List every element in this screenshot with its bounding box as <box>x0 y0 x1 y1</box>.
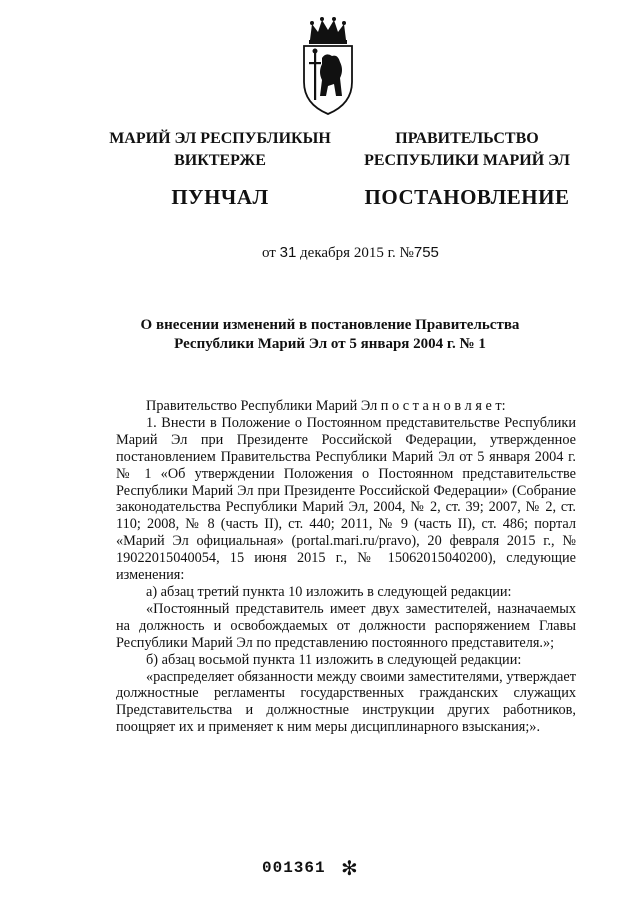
body-paragraph: б) абзац восьмой пункта 11 изложить в следующей редакции: <box>146 651 522 668</box>
body-paragraph: Правительство Республики Марий Эл п о с т а н о в л я е т: <box>146 398 506 414</box>
header-left <box>95 128 345 208</box>
serial-number: 001361 <box>262 859 326 877</box>
document-date <box>262 244 439 262</box>
header-left-line2: ВИКТЕРЖЕ <box>174 152 266 169</box>
header-right-title: ПОСТАНОВЛЕНИЕ <box>364 185 570 209</box>
date-prefix: от <box>262 245 276 261</box>
document-body <box>116 398 576 736</box>
header-right-line2: РЕСПУБЛИКИ МАРИЙ ЭЛ <box>364 152 570 169</box>
header-right <box>337 128 597 208</box>
date-month-year: декабря 2015 г. № <box>300 245 414 261</box>
body-paragraph: 1. Внести в Положение о Постоянном представительстве Республики Марий Эл при Президенте Российской Федерации, утвержденное постановлением Правительства Республики Марий Эл от 5 января 2004 г. № 1 «Об утверждении Положения о Постоянном представительстве Республики Марий Эл при Президенте Российской Федерации» (Собрание законодательства Республики Марий Эл, 2004, № 2, ст. 39; 2007, № 2, ст. 110; 2008, № 8 (часть II), ст. 440; 2011, № 9 (часть II), ст. 486; портал «Марий Эл официальная» (portal.mari.ru/pravo), 20 февраля 2015 г., № 19022015040054, 15 июня 2015 г., № 15062015040200), следующие изменения: <box>116 414 576 584</box>
header-left-line1: МАРИЙ ЭЛ РЕСПУБЛИКЫН <box>109 130 331 147</box>
header-right-line1: ПРАВИТЕЛЬСТВО <box>395 130 539 147</box>
subject-line2: Республики Марий Эл от 5 января 2004 г. № 1 <box>174 336 486 352</box>
serial-mark: ✻ <box>341 858 358 880</box>
document-subject <box>120 316 540 354</box>
document-number: 755 <box>413 244 439 261</box>
coat-of-arms-icon <box>298 16 358 116</box>
header-left-title: ПУНЧАЛ <box>171 185 269 209</box>
date-day: 31 <box>279 244 297 261</box>
body-paragraph: «распределяет обязанности между своими заместителями, утверждает должностные регламенты государственных гражданских служащих Представительства и должностные инструкции других работников, поощряет их и применяет к ним меры дисциплинарного взыскания;». <box>116 668 576 736</box>
body-paragraph: а) абзац третий пункта 10 изложить в следующей редакции: <box>146 583 512 600</box>
subject-line1: О внесении изменений в постановление Правительства <box>140 317 520 333</box>
body-paragraph: «Постоянный представитель имеет двух заместителей, назначаемых на должность и освобождаемых от должности распоряжением Главы Республики Марий Эл по представлению постоянного представителя.»; <box>116 600 576 651</box>
